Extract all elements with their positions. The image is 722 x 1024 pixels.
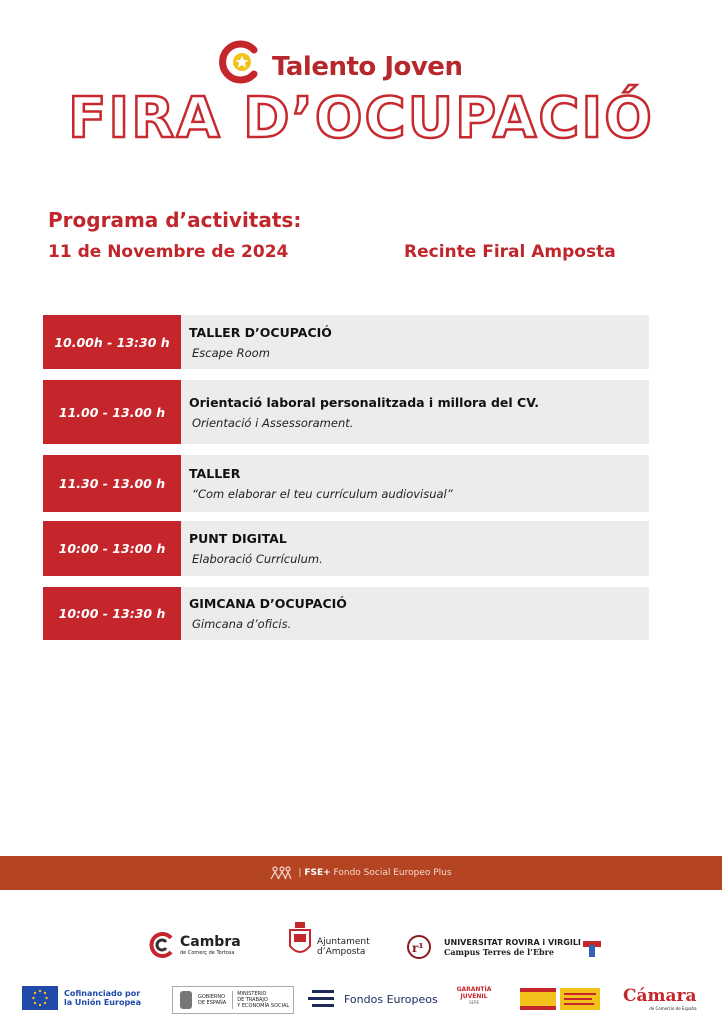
activity-name: TALLER (189, 466, 241, 481)
activity-details (181, 587, 649, 640)
activity-row (43, 380, 649, 444)
activity-row (43, 315, 649, 369)
activity-time: 10.00h - 13:30 h (43, 315, 181, 369)
spain-coat-of-arms-icon (177, 989, 195, 1011)
activity-description: Escape Room (192, 345, 270, 360)
fondos-europeos-icon (308, 987, 338, 1011)
activity-row (43, 455, 649, 512)
page-title: FIRA D’OCUPACIÓ (68, 86, 654, 151)
activity-description: “Com elaborar el teu currículum audiovisual” (192, 487, 453, 501)
fse-caption: | FSE+ Fondo Social Europeo Plus (298, 868, 452, 878)
spain-flag-icon (520, 988, 600, 1010)
activity-details (181, 455, 649, 512)
brand-name: Talento Joven (272, 52, 463, 82)
activity-time: 10:00 - 13:00 h (43, 521, 181, 576)
program-date: 11 de Novembre de 2024 (48, 242, 289, 262)
eu-flag-icon (22, 986, 58, 1010)
urv-logo: r¹ UNIVERSITAT ROVIRA i VIRGILI Campus Terres de l’Ebre (406, 934, 601, 960)
urv-icon (406, 934, 442, 960)
spain-government-flag-logo (520, 988, 600, 1010)
activity-name: TALLER D’OCUPACIÓ (189, 324, 332, 340)
fondos-europeos-logo: Fondos Europeos (308, 987, 438, 1011)
gobierno-ministerio-logo: GOBIERNO DE ESPAÑA MINISTERIO DE TRABAJO Y ECONOMÍA SOCIAL (172, 986, 294, 1014)
svg-text:r¹: r¹ (412, 941, 424, 955)
talento-joven-logo-icon (218, 40, 262, 84)
amposta-crest-icon (288, 922, 312, 958)
activity-row (43, 521, 649, 576)
activity-time: 11.30 - 13.00 h (43, 455, 181, 512)
fse-band (0, 856, 722, 890)
program-title: Programa d’activitats: (48, 208, 302, 232)
cambra-icon (147, 930, 177, 960)
activity-description: Orientació i Assessorament. (192, 415, 354, 430)
activity-name: GIMCANA D’OCUPACIÓ (189, 596, 347, 611)
garantia-juvenil-logo: GARANTÍA JUVENIL SEPE (456, 986, 492, 1005)
activity-details (181, 521, 649, 576)
activity-time: 10:00 - 13:30 h (43, 587, 181, 640)
fse-people-icon (270, 866, 292, 880)
activity-details (181, 315, 649, 369)
activity-name: PUNT DIGITAL (189, 531, 287, 546)
activity-name: Orientació laboral personalitzada i millora del CV. (189, 394, 540, 410)
camara-espana-logo: Cámara de Comercio de España (623, 986, 697, 1011)
ajuntament-amposta-logo: Ajuntament d’Amposta (288, 922, 370, 958)
activity-time: 11.00 - 13.00 h (43, 380, 181, 444)
activity-details (181, 380, 649, 444)
eu-cofinancing-logo: Cofinanciado por la Unión Europea (22, 986, 141, 1010)
activity-description: Gimcana d’oficis. (192, 617, 292, 631)
activity-row (43, 587, 649, 640)
cambra-tortosa-logo: Cambra de Comerç de Tortosa (147, 930, 241, 960)
activity-description: Elaboració Currículum. (192, 552, 323, 566)
program-place: Recinte Firal Amposta (404, 242, 616, 262)
urv-cross-icon (583, 937, 601, 957)
